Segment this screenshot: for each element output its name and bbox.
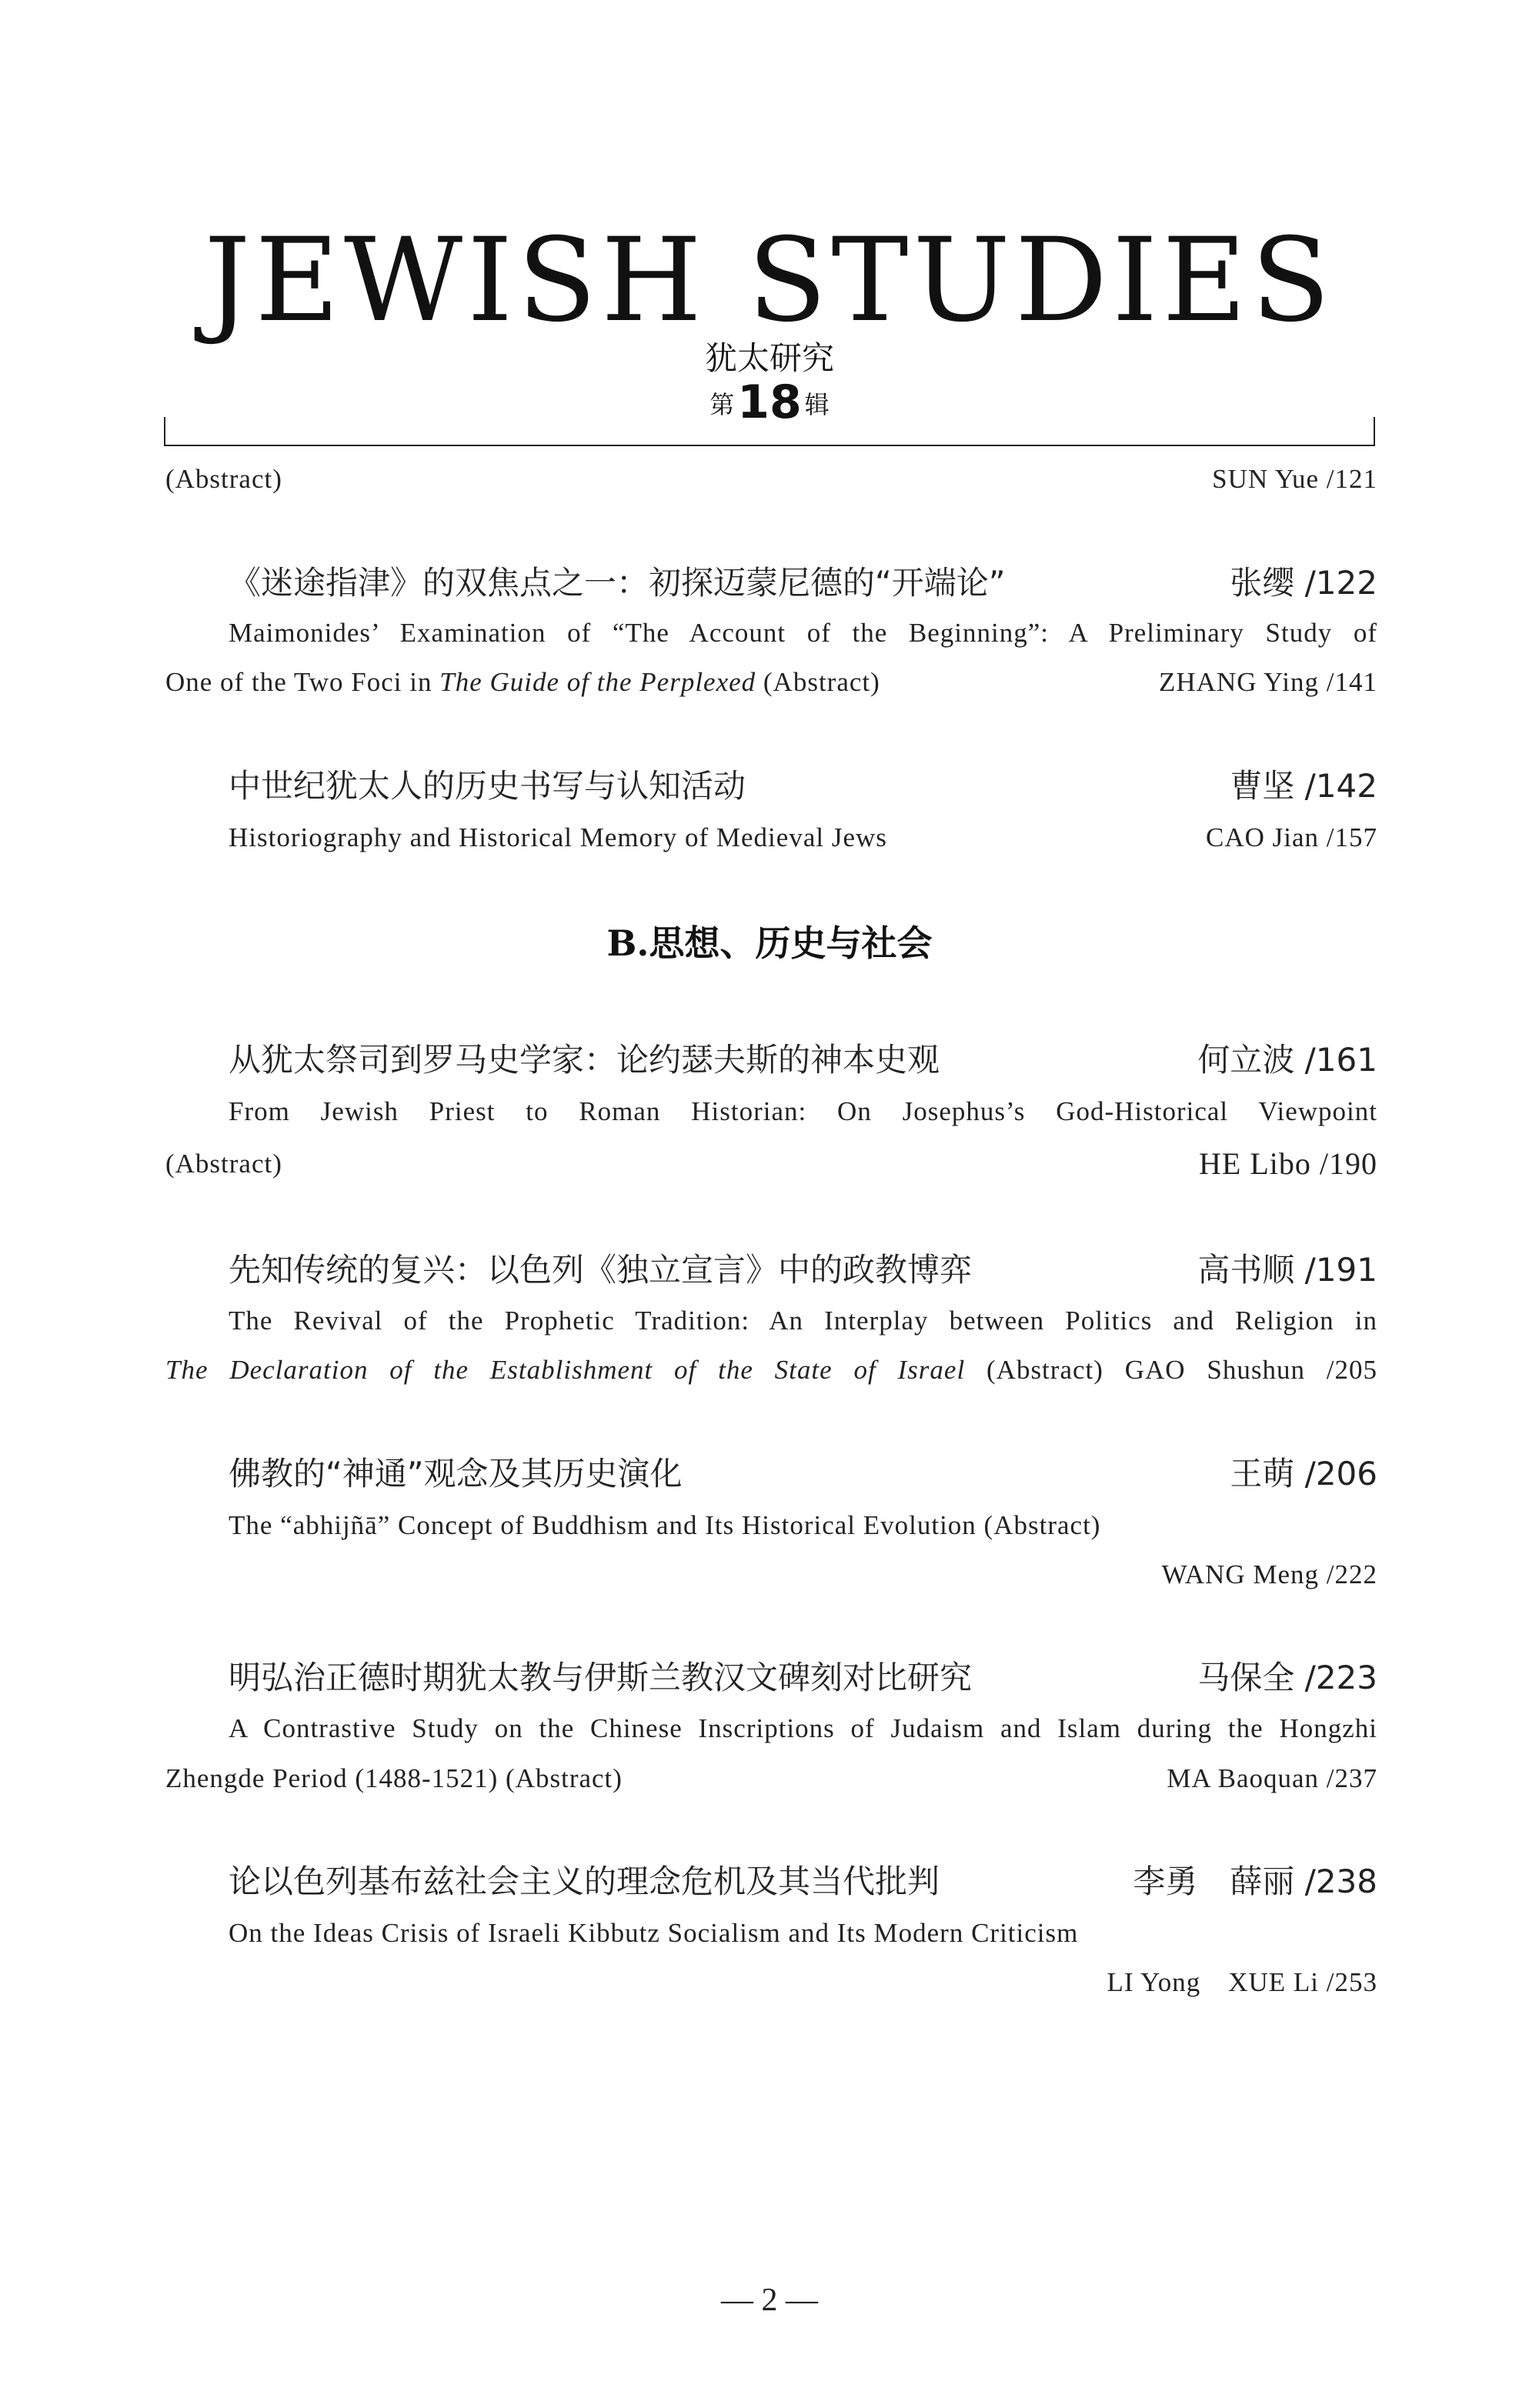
toc-entry-author-page: CAO Jian /157	[1206, 822, 1377, 852]
toc-entry-2-en1	[165, 819, 1377, 857]
toc-entry-title-en-cont	[165, 663, 880, 702]
toc-entry-title-cn: 佛教的“神通”观念及其历史演化	[229, 1455, 683, 1492]
volume-number: 18	[737, 375, 802, 429]
toc-entry-author-page: SUN Yue /121	[1212, 464, 1377, 494]
toc-entry-title-cn: 《迷途指津》的双焦点之一：初探迈蒙尼德的“开端论”	[229, 564, 1006, 602]
toc-entry-title-cn: 先知传统的复兴：以色列《独立宣言》中的政教博弈	[229, 1251, 973, 1289]
header-rule	[165, 445, 1374, 446]
toc-entry-5-en2	[165, 1556, 1377, 1594]
toc-entry-title-en: On the Ideas Crisis of Israeli Kibbutz Socialism and Its Modern Criticism	[229, 1918, 1079, 1948]
toc-entry-title-cn: 中世纪犹太人的历史书写与认知活动	[229, 767, 746, 805]
toc-entry-title-cn: 从犹太祭司到罗马史学家：论约瑟夫斯的神本史观	[229, 1041, 940, 1079]
toc-entry-author-page: LI Yong XUE Li /253	[1107, 1967, 1377, 1997]
toc-entry-7-en2	[165, 1963, 1377, 2002]
toc-entry-author-page: HE Libo /190	[1199, 1146, 1377, 1181]
toc-entry-abstract: (Abstract)	[165, 1149, 282, 1179]
toc-entry-3-en1	[165, 1092, 1377, 1131]
toc-entry-4-en2	[165, 1351, 1377, 1389]
toc-entry-title-en-cont: Zhengde Period (1488-1521) (Abstract)	[165, 1763, 623, 1793]
volume-suffix: 辑	[804, 390, 830, 419]
toc-entry-author-page-cn: 何立波 /161	[1197, 1041, 1377, 1079]
volume-label	[0, 375, 1539, 429]
italic-book-title: The Guide of the Perplexed	[439, 667, 756, 697]
toc-entry-4-cn[interactable]	[165, 1251, 1377, 1289]
toc-entry-1-en2	[165, 663, 1377, 702]
toc-entry-author-page-cn: 王萌 /206	[1230, 1455, 1377, 1492]
toc-entry-author-page: WANG Meng /222	[1161, 1559, 1377, 1589]
journal-masthead	[0, 214, 1539, 429]
section-heading: B.思想、历史与社会	[606, 922, 933, 964]
toc-entry-title-en: From Jewish Priest to Roman Historian: On Josephus’s God-Historical Viewpoint	[229, 1096, 1377, 1126]
toc-entry-author-page: MA Baoquan /237	[1167, 1763, 1377, 1793]
toc-entry-4-en1	[165, 1302, 1377, 1340]
toc-entry-author-page-cn: 李勇 薛丽 /238	[1133, 1863, 1377, 1900]
italic-document-title: The Declaration of the Establishment of the State of Israel	[165, 1355, 966, 1385]
toc-entry-title-en: Maimonides’ Examination of “The Account of the Beginning”: A Preliminary Study of	[229, 618, 1377, 648]
toc-entry-author-page: ZHANG Ying /141	[1159, 667, 1377, 697]
toc-entry-1-en1	[165, 614, 1377, 652]
toc-entry-3-cn[interactable]	[165, 1041, 1377, 1079]
toc-entry-6-en2	[165, 1759, 1377, 1798]
toc-entry-author-page-cn: 曹坚 /142	[1230, 767, 1377, 805]
toc-entry-5-cn[interactable]	[165, 1455, 1377, 1493]
toc-entry-3-en2	[165, 1145, 1377, 1183]
toc-entry-title-en: Historiography and Historical Memory of Medieval Jews	[229, 822, 887, 852]
text-run: (Abstract)	[756, 667, 880, 697]
volume-prefix: 第	[709, 390, 735, 419]
journal-title: JEWISH STUDIES	[204, 214, 1335, 348]
toc-entry-author-page-cn: 高书顺 /191	[1197, 1251, 1377, 1289]
toc-entry-abstract: (Abstract)	[165, 464, 282, 494]
toc-entry-5-en1	[165, 1506, 1377, 1545]
toc-entry-0-line	[165, 460, 1377, 499]
toc-entry-title-cn: 明弘治正德时期犹太教与伊斯兰教汉文碑刻对比研究	[229, 1659, 973, 1696]
toc-entry-7-cn[interactable]	[165, 1863, 1377, 1901]
toc-entry-title-cn: 论以色列基布兹社会主义的理念危机及其当代批判	[229, 1863, 940, 1900]
toc-entry-author-page-cn: 张缨 /122	[1230, 564, 1377, 602]
text-run: One of the Two Foci in	[165, 667, 440, 697]
toc-entry-6-en1	[165, 1709, 1377, 1748]
page-number: — 2 —	[721, 2283, 818, 2318]
text-run: (Abstract) GAO Shushun /205	[965, 1355, 1377, 1385]
toc-entry-title-en: The Revival of the Prophetic Tradition: An Interplay between Politics and Religion in	[229, 1306, 1377, 1336]
toc-entry-1-cn[interactable]	[165, 564, 1377, 602]
toc-entry-title-en-cont	[165, 1351, 1377, 1389]
toc-entry-title-en: The “abhijñā” Concept of Buddhism and Its Historical Evolution (Abstract)	[229, 1510, 1101, 1540]
toc-entry-6-cn[interactable]	[165, 1659, 1377, 1697]
journal-title-chinese: 犹太研究	[704, 339, 834, 377]
toc-entry-title-en: A Contrastive Study on the Chinese Inscriptions of Judaism and Islam during the Hongzhi	[229, 1713, 1377, 1743]
toc-entry-author-page-cn: 马保全 /223	[1197, 1659, 1377, 1696]
toc-entry-2-cn[interactable]	[165, 767, 1377, 805]
toc-entry-7-en1	[165, 1914, 1377, 1953]
